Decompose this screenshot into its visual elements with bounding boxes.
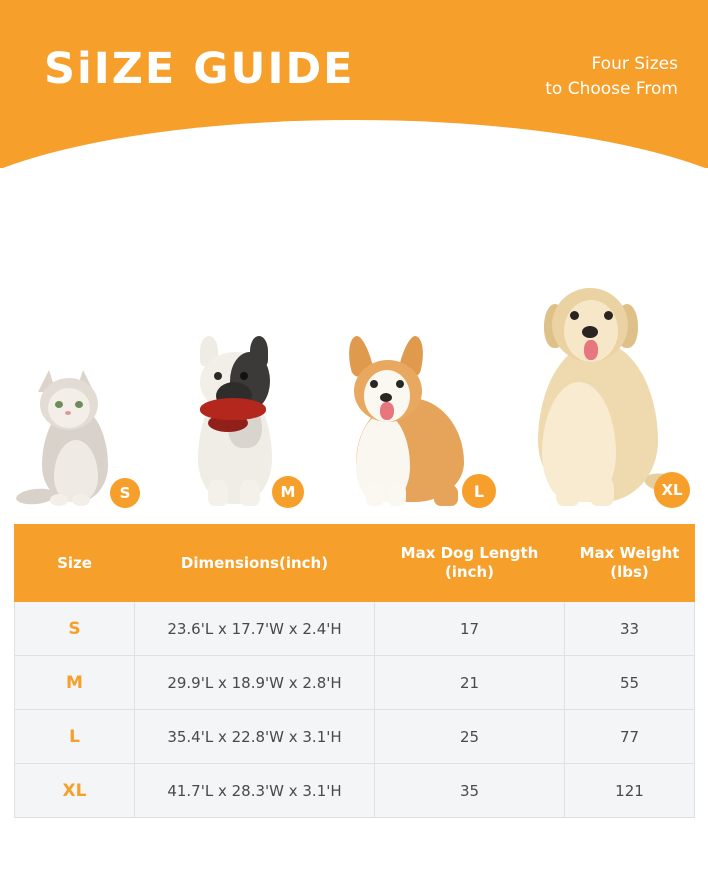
cell-dimensions: 29.9'L x 18.9'W x 2.8'H xyxy=(135,656,375,710)
cell-max-length: 25 xyxy=(375,710,565,764)
cell-dimensions: 41.7'L x 28.3'W x 3.1'H xyxy=(135,764,375,818)
corgi-tongue xyxy=(380,402,394,420)
retriever-front-leg-left xyxy=(556,476,580,506)
table-header xyxy=(15,525,695,602)
cell-size: S xyxy=(15,602,135,656)
size-badge-xl: XL xyxy=(654,472,690,508)
size-table-wrapper xyxy=(14,524,694,818)
size-table xyxy=(14,524,695,818)
bulldog-bandana xyxy=(200,398,266,420)
cat-front-paw-left xyxy=(50,494,68,506)
cell-size: M xyxy=(15,656,135,710)
table-body xyxy=(15,602,695,818)
size-badge-m: M xyxy=(272,476,304,508)
retriever-eye-left xyxy=(570,311,579,320)
cell-max-length: 21 xyxy=(375,656,565,710)
table-header-row xyxy=(15,525,695,602)
size-badge-l: L xyxy=(462,474,496,508)
column-header-dimensions: Dimensions(inch) xyxy=(135,525,375,602)
corgi-front-leg-right xyxy=(388,482,406,506)
corgi-hind-leg xyxy=(434,484,458,506)
cell-max-weight: 77 xyxy=(565,710,695,764)
banner-subtitle-line1: Four Sizes xyxy=(591,54,678,74)
cell-size: XL xyxy=(15,764,135,818)
cell-max-weight: 33 xyxy=(565,602,695,656)
column-header-max-dog-length xyxy=(375,525,565,602)
cell-max-length: 17 xyxy=(375,602,565,656)
size-illustrations xyxy=(0,168,708,520)
cat-face xyxy=(48,388,90,428)
page-title: SiIZE GUIDE xyxy=(44,44,355,94)
table-row xyxy=(15,656,695,710)
header-banner xyxy=(0,0,708,168)
corgi-front-leg-left xyxy=(366,482,384,506)
cell-max-length: 35 xyxy=(375,764,565,818)
banner-subtitle-line2: to Choose From xyxy=(545,79,678,99)
cell-max-weight: 121 xyxy=(565,764,695,818)
corgi-nose xyxy=(380,393,392,402)
cat-nose xyxy=(65,411,71,415)
banner-subtitle xyxy=(545,52,678,102)
bulldog-front-leg-left xyxy=(208,480,228,506)
bulldog-eye-right xyxy=(240,372,248,380)
column-header-max-weight-line1: Max Weight xyxy=(579,544,680,562)
corgi-eye-right xyxy=(396,380,404,388)
banner-curve-divider xyxy=(0,120,708,168)
animal-cat-illustration xyxy=(14,328,154,508)
size-badge-s: S xyxy=(110,478,140,508)
cell-dimensions: 23.6'L x 17.7'W x 2.4'H xyxy=(135,602,375,656)
retriever-tongue xyxy=(584,340,598,360)
cell-max-weight: 55 xyxy=(565,656,695,710)
bulldog-eye-left xyxy=(214,372,222,380)
table-row xyxy=(15,602,695,656)
corgi-eye-left xyxy=(370,380,378,388)
column-header-size: Size xyxy=(15,525,135,602)
cat-eye-left xyxy=(55,401,63,408)
retriever-nose xyxy=(582,326,598,338)
retriever-eye-right xyxy=(604,311,613,320)
column-header-max-dog-length-line2: (inch) xyxy=(444,563,495,581)
cat-eye-right xyxy=(75,401,83,408)
cat-front-paw-right xyxy=(72,494,90,506)
table-row xyxy=(15,764,695,818)
animal-corgi-illustration xyxy=(330,253,500,508)
animal-french-bulldog-illustration xyxy=(168,283,318,508)
table-row xyxy=(15,710,695,764)
cell-size: L xyxy=(15,710,135,764)
bulldog-front-leg-right xyxy=(240,480,260,506)
column-header-max-weight xyxy=(565,525,695,602)
retriever-front-leg-right xyxy=(590,476,614,506)
column-header-max-dog-length-line1: Max Dog Length xyxy=(400,544,539,562)
column-header-max-weight-line2: (lbs) xyxy=(610,563,649,581)
cell-dimensions: 35.4'L x 22.8'W x 3.1'H xyxy=(135,710,375,764)
animal-golden-retriever-illustration xyxy=(512,233,697,508)
